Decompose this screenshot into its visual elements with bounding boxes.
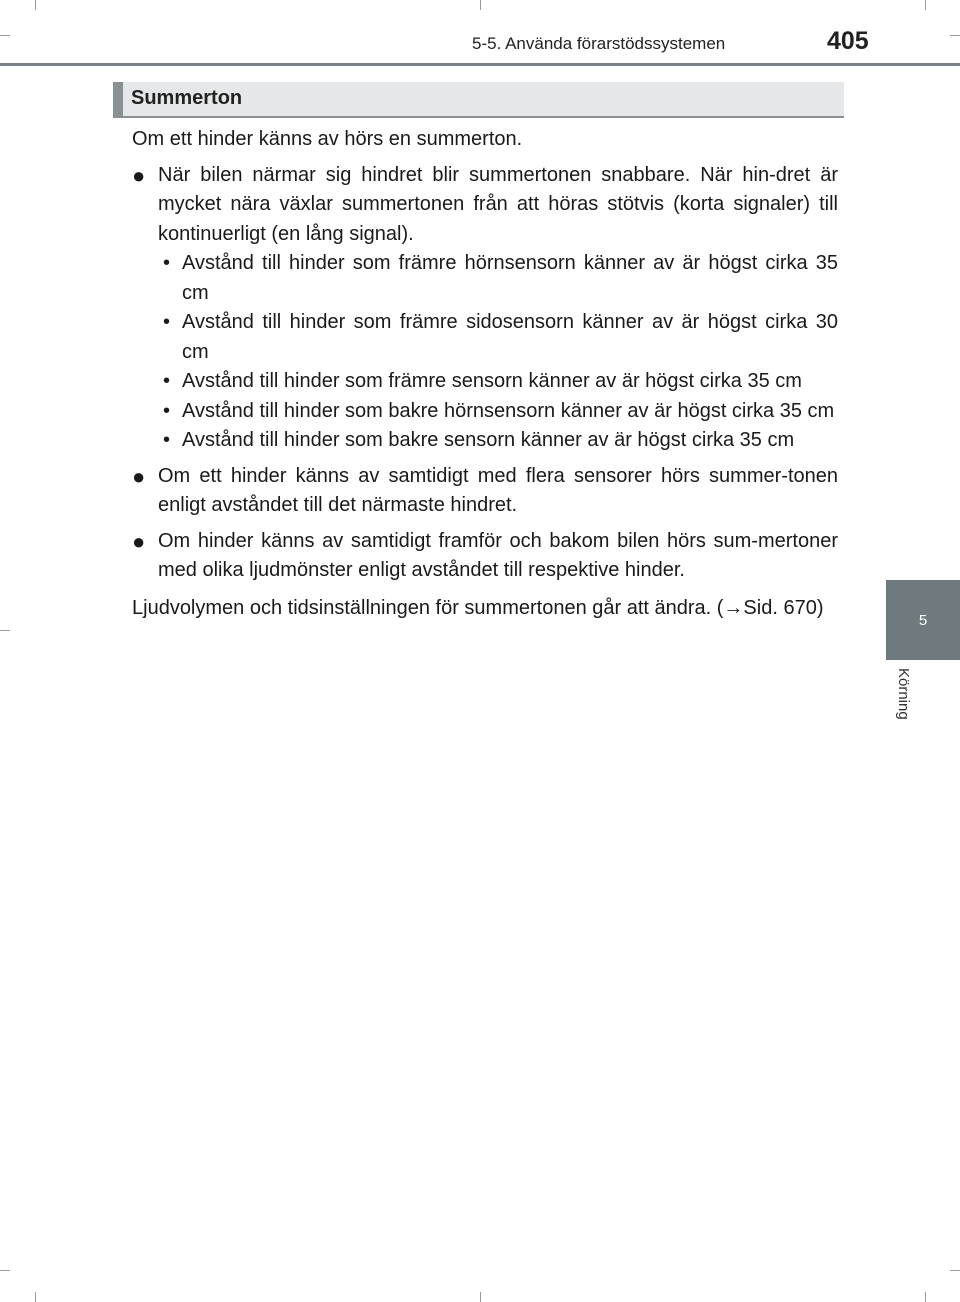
intro-paragraph: Om ett hinder känns av hörs en summerton. (132, 128, 523, 150)
section-heading-bar (113, 82, 123, 116)
sub-item-text: Avstånd till hinder som främre sensorn känner av är högst cirka 35 cm (182, 370, 802, 392)
section-title: Summerton (131, 87, 243, 109)
crop-mark (0, 35, 10, 36)
header-divider (0, 63, 960, 66)
sub-list-item (158, 308, 838, 367)
bullet-text: Om hinder känns av samtidigt framför och bakom bilen hörs sum-mertoner med olika ljudmönster enligt avståndet till respektive hinder. (158, 529, 838, 581)
sub-list (158, 249, 838, 456)
page-number: 405 (827, 27, 869, 55)
crop-mark (35, 0, 36, 10)
sub-list-item (158, 426, 838, 456)
crop-mark (0, 1270, 10, 1271)
outro-paragraph: Ljudvolymen och tidsinställningen för summertonen går att ändra. (→Sid. 670) (132, 596, 824, 619)
sub-bullet-marker: • (163, 311, 171, 333)
sub-item-text: Avstånd till hinder som bakre sensorn känner av är högst cirka 35 cm (182, 429, 795, 451)
sub-bullet-marker: • (163, 429, 171, 451)
crop-mark (35, 1292, 36, 1302)
bullet-item (132, 462, 838, 521)
bullet-item (132, 527, 838, 586)
sub-item-text: Avstånd till hinder som bakre hörnsensorn känner av är högst cirka 35 cm (182, 399, 835, 422)
bullet-marker: ● (132, 162, 146, 188)
bullet-text: När bilen närmar sig hindret blir summertonen snabbare. När hin-dret är mycket nära växlar summertonen från att höras stötvis (korta signaler) till kontinuerligt (en lång signal). (158, 163, 838, 245)
crop-mark (925, 1292, 926, 1302)
sub-list-item (158, 397, 838, 427)
sub-item-text: Avstånd till hinder som främre hörnsensorn känner av är högst cirka 35 cm (182, 252, 838, 304)
body-content (132, 125, 838, 623)
sub-bullet-marker: • (163, 370, 171, 392)
sub-bullet-marker: • (163, 399, 171, 422)
crop-mark (480, 0, 481, 10)
crop-mark (925, 0, 926, 10)
bullet-text: Om ett hinder känns av samtidigt med flera sensorer hörs summer-tonen enligt avståndet till det närmaste hindret. (158, 464, 838, 516)
running-header: 5-5. Använda förarstödssystemen (472, 34, 726, 53)
sub-list-item (158, 367, 838, 397)
bullet-marker: ● (132, 463, 146, 489)
crop-mark (480, 1292, 481, 1302)
bullet-item (132, 161, 838, 456)
bullet-marker: ● (132, 528, 146, 554)
crop-mark (950, 35, 960, 36)
chapter-number: 5 (918, 611, 928, 629)
crop-mark (950, 1270, 960, 1271)
sub-bullet-marker: • (163, 252, 171, 274)
crop-mark (0, 630, 10, 631)
chapter-tab (886, 580, 960, 660)
sub-list-item (158, 249, 838, 308)
chapter-label: Körning (895, 668, 912, 720)
sub-item-text: Avstånd till hinder som främre sidosensorn känner av är högst cirka 30 cm (182, 311, 838, 363)
section-heading (113, 82, 844, 118)
